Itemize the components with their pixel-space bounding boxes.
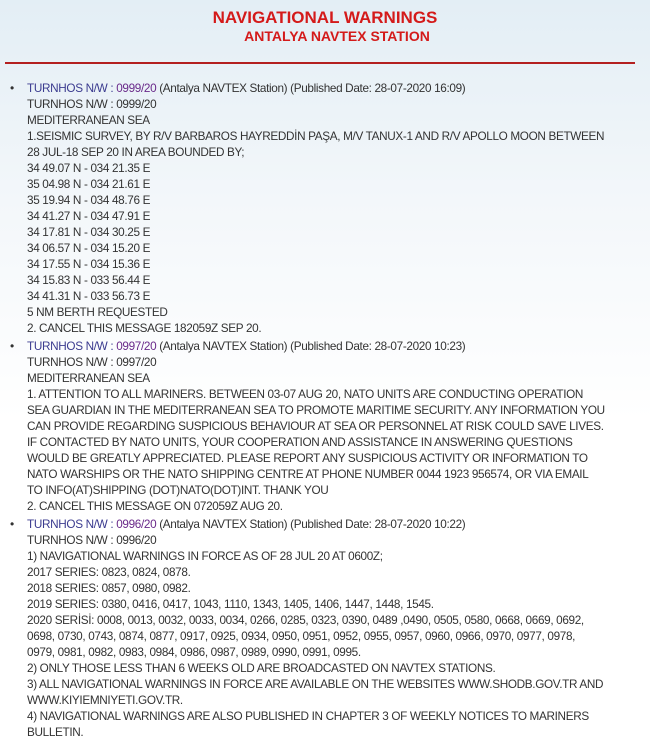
warning-text-line: 2. CANCEL THIS MESSAGE 182059Z SEP 20. [27,321,262,335]
warning-text-line: 35 04.98 N - 034 21.61 E [27,177,151,191]
warning-text-line: NATO WARSHIPS OR THE NATO SHIPPING CENTRE AT PHONE NUMBER 0044 1923 956574, OR VIA EMAIL [27,467,589,481]
warning-text-line: 34 17.55 N - 034 15.36 E [27,257,151,271]
warning-link-prefix[interactable]: TURNHOS N/W : [27,517,117,531]
warning-meta: (Antalya NAVTEX Station) (Published Date: 28-07-2020 16:09) [156,81,466,95]
warning-text-line: 34 41.27 N - 034 47.91 E [27,209,151,223]
warning-text-line: CAN PROVIDE REGARDING SUSPICIOUS BEHAVIOUR AT SEA OR PERSONNEL AT RISK COULD SAVE LIVES. [27,419,604,433]
header-divider [5,62,635,64]
warning-link[interactable] [27,81,156,95]
page-title: NAVIGATIONAL WARNINGS [212,8,438,27]
warning-heading [27,516,637,532]
warning-text-line: BULLETIN. [27,725,84,739]
bullet-icon: • [10,517,15,531]
warning-text-line: 2017 SERIES: 0823, 0824, 0878. [27,565,191,579]
bullet-icon: • [10,339,15,353]
warning-text-line: TURNHOS N/W : 0996/20 [27,533,157,547]
warning-text-line: TURNHOS N/W : 0997/20 [27,355,157,369]
warning-text-line: 2020 SERİSİ: 0008, 0013, 0032, 0033, 0034, 0266, 0285, 0323, 0390, 0489 ,0490, 0505, 0580, 0668, 0669, 0692, [27,613,584,627]
warning-text-line: 0979, 0981, 0982, 0983, 0984, 0986, 0987, 0989, 0990, 0991, 0995. [27,645,361,659]
warning-heading [27,338,637,354]
warning-meta: (Antalya NAVTEX Station) (Published Date: 28-07-2020 10:23) [156,339,466,353]
warning-number[interactable]: 0996/20 [116,517,157,531]
warning-heading [27,80,637,96]
warning-text-line: 34 17.81 N - 034 30.25 E [27,225,151,239]
warning-text-line: 28 JUL-18 SEP 20 IN AREA BOUNDED BY; [27,145,245,159]
warning-text-line: TO INFO(AT)SHIPPING (DOT)NATO(DOT)INT. THANK YOU [27,483,329,497]
warning-text-line: 5 NM BERTH REQUESTED [27,305,168,319]
warning-text-line: IF CONTACTED BY NATO UNITS, YOUR COOPERATION AND ASSISTANCE IN ANSWERING QUESTIONS [27,435,573,449]
warning-text-line: 0698, 0730, 0743, 0874, 0877, 0917, 0925, 0934, 0950, 0951, 0952, 0955, 0957, 0960, 0966, 0970, 0977, 0978, [27,629,576,643]
warnings-list [0,80,650,742]
warning-text-line: WOULD BE GREATLY APPRECIATED. PLEASE REPORT ANY SUSPICIOUS ACTIVITY OR INFORMATION TO [27,451,588,465]
warning-text-line: 34 15.83 N - 033 56.44 E [27,273,151,287]
warning-text-line: 2. CANCEL THIS MESSAGE ON 072059Z AUG 20. [27,499,283,513]
page-subtitle: ANTALYA NAVTEX STATION [244,28,430,44]
warning-text-line: 4) NAVIGATIONAL WARNINGS ARE ALSO PUBLISHED IN CHAPTER 3 OF WEEKLY NOTICES TO MARINERS [27,709,589,723]
warning-text-line: 34 49.07 N - 034 21.35 E [27,161,151,175]
warning-text-line: 2018 SERIES: 0857, 0980, 0982. [27,581,191,595]
warning-text-line: 1.SEISMIC SURVEY, BY R/V BARBAROS HAYREDDİN PAŞA, M/V TANUX-1 AND R/V APOLLO MOON BETWEEN [27,129,605,143]
warning-link[interactable] [27,517,156,531]
warning-text-line: 3) ALL NAVIGATIONAL WARNINGS IN FORCE ARE AVAILABLE ON THE WEBSITES WWW.SHODB.GOV.TR AND [27,677,604,691]
warning-number[interactable]: 0997/20 [116,339,157,353]
warning-link[interactable] [27,339,156,353]
warning-text-line: 34 06.57 N - 034 15.20 E [27,241,151,255]
warning-text-line: 2019 SERIES: 0380, 0416, 0417, 1043, 1110, 1343, 1405, 1406, 1447, 1448, 1545. [27,597,434,611]
warning-text-line: TURNHOS N/W : 0999/20 [27,97,157,111]
warning-text-line: MEDITERRANEAN SEA [27,113,150,127]
warning-meta: (Antalya NAVTEX Station) (Published Date: 28-07-2020 10:22) [156,517,466,531]
warning-text-line: 34 41.31 N - 033 56.73 E [27,289,151,303]
warning-item [0,80,650,336]
warning-text-line: 1. ATTENTION TO ALL MARINERS. BETWEEN 03-07 AUG 20, NATO UNITS ARE CONDUCTING OPERATION [27,387,584,401]
warning-item [0,516,650,740]
warning-item [0,338,650,514]
warning-text-line: 2) ONLY THOSE LESS THAN 6 WEEKS OLD ARE BROADCASTED ON NAVTEX STATIONS. [27,661,496,675]
warning-link-prefix[interactable]: TURNHOS N/W : [27,81,117,95]
warning-number[interactable]: 0999/20 [116,81,157,95]
bullet-icon: • [10,81,15,95]
warning-link-prefix[interactable]: TURNHOS N/W : [27,339,117,353]
warning-text-line: SEA GUARDIAN IN THE MEDITERRANEAN SEA TO PROMOTE MARITIME SECURITY. ANY INFORMATION YOU [27,403,605,417]
warning-text-line: WWW.KIYIEMNIYETI.GOV.TR. [27,693,183,707]
warning-text-line: 1) NAVIGATIONAL WARNINGS IN FORCE AS OF 28 JUL 20 AT 0600Z; [27,549,383,563]
warning-text-line: 35 19.94 N - 034 48.76 E [27,193,151,207]
warning-text-line: MEDITERRANEAN SEA [27,371,150,385]
